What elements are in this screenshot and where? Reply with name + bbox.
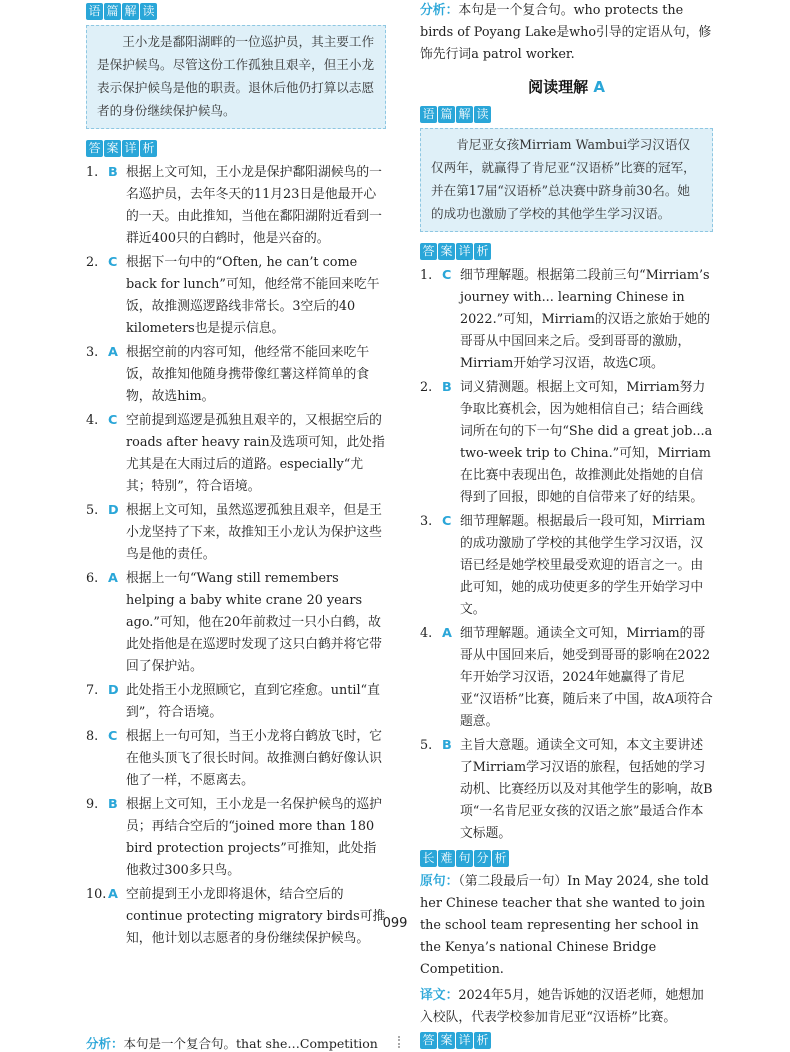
answer-number: 2. [86,255,99,270]
analysis-text: 本句是一个复合句。who protects the birds of Poyang Lake是who引导的定语从句，修饰先行词a patrol worker. [420,3,712,62]
summary-text: 王小龙是鄱阳湖畔的一位巡护员，其主要工作是保护候鸟。尽管这份工作孤独且艰辛，但王小龙表示保护候鸟是他的职责。退休后他仍打算以志愿者的身份继续保护候鸟。 [97,34,375,118]
tag-char: 解 [122,3,139,20]
tag-summary-left [86,3,157,20]
answer-number: 2. [420,380,433,395]
tag-char: 案 [438,1032,455,1049]
answer-key: D [108,503,119,518]
tag-char: 读 [140,3,157,20]
answer-text: 根据上文可知，王小龙是保护鄱阳湖候鸟的一名巡护员，去年冬天的11月23日是他最开心的一天。由此推知，当他在鄱阳湖附近看到一群近400只的白鹤时，他是兴奋的。 [126,165,382,246]
answer-text: 主旨大意题。通读全文可知，本文主要讲述了Mirriam学习汉语的旅程，包括她的学习动机、比赛经历以及对其他学生的影响，故B项“一名肯尼亚女孩的汉语之旅”最适合作本文标题。 [460,738,713,841]
answer-item [86,162,386,250]
bottom-analysis [86,1034,378,1052]
answer-key: A [442,626,452,641]
answer-text: 根据上文可知，王小龙是一名保护候鸟的巡护员；再结合空后的“joined more than 180 bird protection projects”可推知，此处指他救过300多只鸟。 [126,797,382,878]
answer-number: 8. [86,729,99,744]
answer-number: 10. [86,887,107,902]
answer-key: C [442,514,452,529]
tag-char: 语 [420,106,437,123]
answer-key: D [108,683,119,698]
tag-char: 解 [456,106,473,123]
answer-item [86,252,386,340]
translation-label: 译文： [420,988,459,1003]
translation-text: 2024年5月，她告诉她的汉语老师，她想加入校队，代表学校参加肯尼亚“汉语桥”比赛。 [420,988,704,1025]
tag-char: 详 [456,1032,473,1049]
column-divider [398,1036,402,1048]
answer-number: 7. [86,683,99,698]
answer-number: 1. [86,165,99,180]
answer-text: 此处指王小龙照顾它，直到它痊愈。until“直到”，符合语境。 [126,683,380,720]
answer-key: C [108,413,118,428]
answer-key: B [442,738,452,753]
answer-number: 5. [86,503,99,518]
answer-item [86,794,386,882]
answer-text: 根据上文可知，虽然巡逻孤独且艰辛，但是王小龙坚持了下来，故推知王小龙认为保护这些鸟是他的责任。 [126,503,382,562]
answer-key: A [108,887,118,902]
tag-char: 答 [86,140,103,157]
answer-number: 3. [420,514,433,529]
tag-char: 详 [122,140,139,157]
answer-item [420,735,713,845]
answer-text: 细节理解题。通读全文可知，Mirriam的哥哥从中国回来后，她受到哥哥的影响在2022年开始学习汉语，2024年她赢得了肯尼亚“汉语桥”比赛，随后来了中国，故A项符合题意。 [460,626,713,729]
answer-key: B [108,797,118,812]
answers-list-left [86,162,386,950]
answer-text: 空前提到王小龙即将退休，结合空后的continue protecting migratory birds可推知，他计划以志愿者的身份继续保护候鸟。 [126,887,386,946]
answer-number: 9. [86,797,99,812]
answer-key: B [108,165,118,180]
answer-key: A [108,345,118,360]
analysis-label: 分析： [420,3,459,18]
answer-key: C [442,268,452,283]
answer-text: 细节理解题。根据第二段前三句“Mirriam’s journey with... learning Chinese in 2022.”可知，Mirriam的汉语之旅始于她的哥哥从中国回来之后。受到哥哥的激励，Mirriam开始学习汉语，故选C项。 [460,268,711,371]
answer-item [86,680,386,724]
answer-key: C [108,255,118,270]
answer-item [86,500,386,566]
answer-item [420,511,713,621]
answer-text: 根据上一句可知，当王小龙将白鹤放飞时，它在他头顶飞了很长时间。故推测白鹤好像认识他了一样，不愿离去。 [126,729,382,788]
original-label: 原句： [420,874,459,889]
tag-long-sentence [420,850,509,867]
answer-number: 6. [86,571,99,586]
answer-number: 1. [420,268,433,283]
answers-list-right [420,265,713,845]
translation [420,985,713,1029]
tag-answers-right [420,243,491,260]
analysis-text: 本句是一个复合句。that she…Competition [123,1036,378,1051]
tag-char: 难 [438,850,455,867]
answer-text: 词义猜测题。根据上文可知，Mirriam努力争取比赛机会，因为她相信自己；结合画线词所在句的下一句“She did a great job...a two-week trip to China.”可知，Mirriam在比赛中表现出色，故推测此处指她的自信得到了回报，即她的自信带来了好的结果。 [460,380,713,505]
left-column [86,0,386,952]
tag-summary-right [420,106,491,123]
analysis-label: 分析： [86,1036,124,1051]
summary-text: 肯尼亚女孩Mirriam Wambui学习汉语仅仅两年，就赢得了肯尼亚“汉语桥”比赛的冠军，并在第17届“汉语桥”总决赛中跻身前30名。她的成功也激励了学校的其他学生学习汉语。 [431,137,696,221]
right-column [420,0,713,1029]
original-text: （第二段最后一句）In May 2024, she told her Chinese teacher that she wanted to join the school team representing her school in the Kenya’s national Chinese Bridge Competition. [420,874,709,977]
tag-char: 析 [474,243,491,260]
answer-text: 根据上一句“Wang still remembers helping a baby white crane 20 years ago.”可知，他在20年前救过一只小白鹤，故此处指他是在巡逻时发现了这只白鹤并将它带回了保护站。 [126,571,382,674]
tag-char: 篇 [438,106,455,123]
tag-char: 答 [420,1032,437,1049]
tag-answers-left [86,140,157,157]
answer-number: 3. [86,345,99,360]
answer-item [420,265,713,375]
answer-key: A [108,571,118,586]
answer-item [86,726,386,792]
tag-char: 案 [104,140,121,157]
answer-text: 空前提到巡逻是孤独且艰辛的，又根据空后的roads after heavy rain及选项可知，此处指尤其是在大雨过后的道路。especially“尤其；特别”，符合语境。 [126,413,385,494]
tag-char: 篇 [104,3,121,20]
tag-char: 答 [420,243,437,260]
tag-char: 析 [140,140,157,157]
answer-key: B [442,380,452,395]
top-analysis [420,0,713,66]
tag-answers-bottom [420,1032,491,1049]
section-title-text: 阅读理解 [528,78,589,96]
tag-char: 分 [474,850,491,867]
answer-text: 细节理解题。根据最后一段可知，Mirriam的成功激励了学校的其他学生学习汉语，汉语已经是她学校里最受欢迎的语言之一。由此可知，她的成功使更多的学生开始学习中文。 [460,514,706,617]
answer-number: 4. [420,626,433,641]
tag-char: 析 [492,850,509,867]
answer-number: 4. [86,413,99,428]
tag-char: 句 [456,850,473,867]
answer-text: 根据空前的内容可知，他经常不能回来吃午饭，故推知他随身携带像红薯这样简单的食物，故选him。 [126,345,370,404]
answer-key: C [108,729,118,744]
section-letter: A [593,78,605,96]
tag-char: 语 [86,3,103,20]
tag-char: 详 [456,243,473,260]
tag-char: 长 [420,850,437,867]
tag-char: 案 [438,243,455,260]
tag-char: 读 [474,106,491,123]
page-number: 099 [382,916,408,931]
answer-item [86,342,386,408]
answer-number: 5. [420,738,433,753]
section-title [420,76,713,97]
answer-text: 根据下一句中的“Often, he can’t come back for lunch”可知，他经常不能回来吃午饭，故推测巡逻路线非常长。3空后的40 kilometers也是提示信息。 [126,255,380,336]
tag-char: 析 [474,1032,491,1049]
answer-item [86,568,386,678]
answer-item [86,410,386,498]
answer-item [420,623,713,733]
summary-box-left [86,25,386,129]
summary-box-right [420,128,713,232]
answer-item [420,377,713,509]
